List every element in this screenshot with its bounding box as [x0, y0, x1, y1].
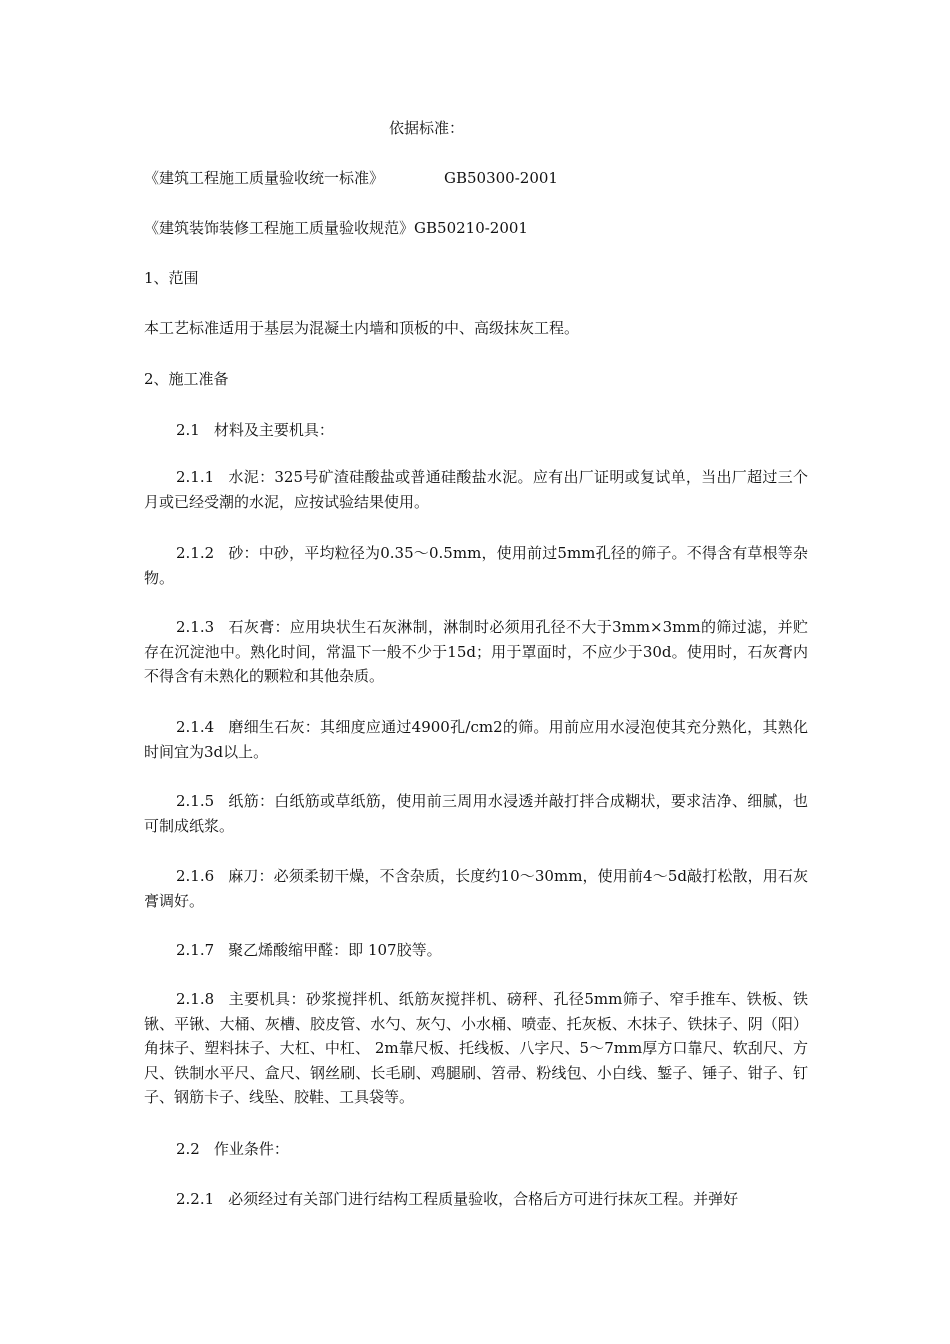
item-2-1-5-number: 2.1.5 — [176, 792, 215, 810]
item-2-2-1 — [176, 1187, 738, 1211]
standard-2-code: GB50210-2001 — [414, 219, 528, 237]
item-2-1-3-text: 石灰膏：应用块状生石灰淋制，淋制时必须用孔径不大于3mm×3mm的筛过滤，并贮存在沉淀池中。熟化时间，常温下一般不少于15d；用于罩面时，不应少于30d。使用时，石灰膏内不得含有未熟化的颗粒和其他杂质。 — [144, 618, 808, 685]
section-1-body: 本工艺标准适用于基层为混凝土内墙和顶板的中、高级抹灰工程。 — [144, 319, 580, 337]
item-2-1-6-number: 2.1.6 — [176, 867, 215, 885]
item-2-1-7-number: 2.1.7 — [176, 941, 215, 959]
item-2-1-4-text: 磨细生石灰：其细度应通过4900孔/cm2的筛。用前应用水浸泡使其充分熟化，其熟化时间宜为3d以上。 — [144, 718, 808, 761]
subsection-2-1-text: 材料及主要机具： — [213, 421, 334, 439]
standard-2-title: 《建筑装饰装修工程施工质量验收规范》 — [144, 219, 415, 237]
heading: 依据标准： — [389, 119, 465, 137]
item-2-1-2 — [144, 541, 808, 590]
item-2-1-5 — [144, 789, 808, 838]
item-2-1-8-text: 主要机具：砂浆搅拌机、纸筋灰搅拌机、磅秤、孔径5mm筛子、窄手推车、铁板、铁锹、平锹、大桶、灰槽、胶皮管、水勺、灰勺、小水桶、喷壶、托灰板、木抹子、铁抹子、阴（阳）角抹子、塑料抹子、大杠、中杠、 2m靠尺板、托线板、八字尺、5～7mm厚方口靠尺、软刮尺、方尺、铁制水平尺、盒尺、钢丝刷、长毛刷、鸡腿刷、笤帚、粉线包、小白线、錾子、锤子、钳子、钉子、钢筋卡子、线坠、胶鞋、工具袋等。 — [144, 990, 808, 1106]
standard-1-code: GB50300-2001 — [444, 169, 558, 187]
item-2-2-1-number: 2.2.1 — [176, 1190, 215, 1208]
item-2-1-2-number: 2.1.2 — [176, 544, 215, 562]
subsection-2-2-text: 作业条件： — [213, 1140, 289, 1158]
standard-1 — [144, 166, 558, 190]
standard-1-title: 《建筑工程施工质量验收统一标准》 — [144, 169, 385, 187]
item-2-1-1 — [144, 465, 808, 514]
item-2-1-6 — [144, 864, 808, 913]
subsection-2-1 — [176, 418, 334, 442]
item-2-1-8 — [144, 987, 808, 1110]
item-2-1-1-number: 2.1.1 — [176, 468, 215, 486]
item-2-1-7 — [176, 938, 442, 962]
item-2-1-8-number: 2.1.8 — [176, 990, 215, 1008]
subsection-2-2-number: 2.2 — [176, 1140, 200, 1158]
item-2-1-3 — [144, 615, 808, 689]
item-2-1-3-number: 2.1.3 — [176, 618, 215, 636]
section-2-title: 2、施工准备 — [144, 370, 229, 388]
item-2-1-6-text: 麻刀：必须柔韧干燥，不含杂质，长度约10～30mm，使用前4～5d敲打松散，用石灰膏调好。 — [144, 867, 808, 910]
subsection-2-2 — [176, 1137, 289, 1161]
item-2-1-2-text: 砂：中砂，平均粒径为0.35～0.5mm，使用前过5mm孔径的筛子。不得含有草根等杂物。 — [144, 544, 808, 587]
item-2-1-7-text: 聚乙烯酸缩甲醛：即 107胶等。 — [228, 941, 442, 959]
standard-2 — [144, 216, 528, 240]
item-2-2-1-text: 必须经过有关部门进行结构工程质量验收，合格后方可进行抹灰工程。并弹好 — [228, 1190, 739, 1208]
item-2-1-5-text: 纸筋：白纸筋或草纸筋，使用前三周用水浸透并敲打拌合成糊状，要求洁净、细腻，也可制成纸浆。 — [144, 792, 808, 835]
subsection-2-1-number: 2.1 — [176, 421, 200, 439]
item-2-1-4-number: 2.1.4 — [176, 718, 215, 736]
item-2-1-1-text: 水泥：325号矿渣硅酸盐或普通硅酸盐水泥。应有出厂证明或复试单，当出厂超过三个月或已经受潮的水泥，应按试验结果使用。 — [144, 468, 808, 511]
item-2-1-4 — [144, 715, 808, 764]
section-1-title: 1、范围 — [144, 269, 199, 287]
